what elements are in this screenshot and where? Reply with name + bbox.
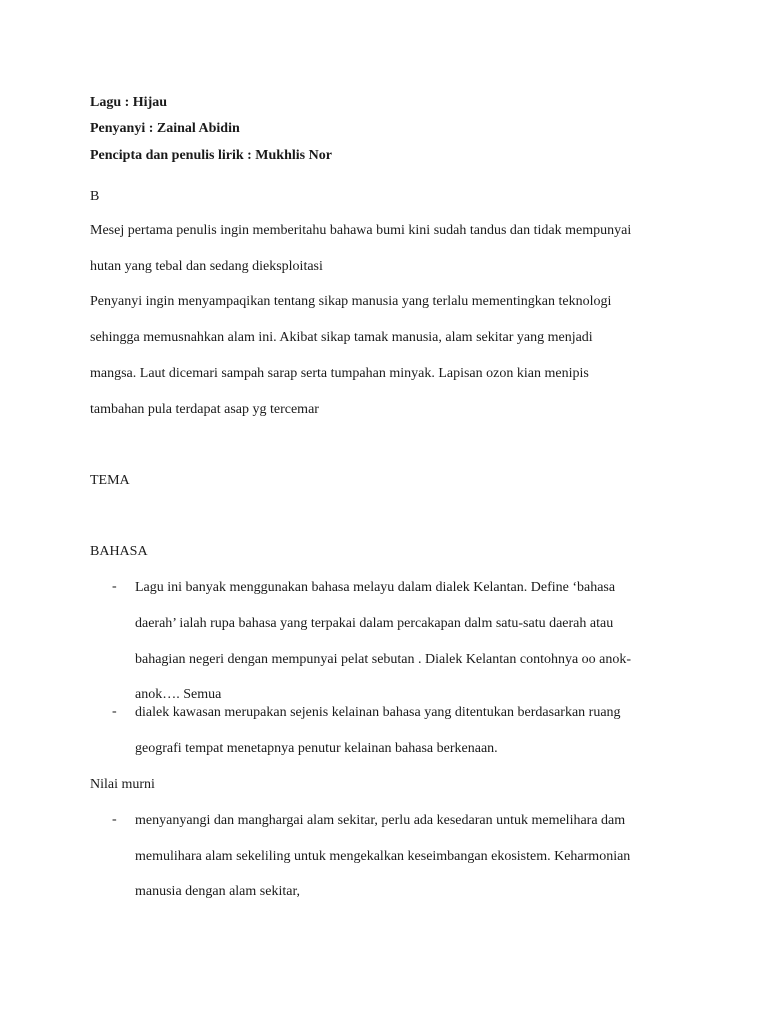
bullet-dash: -: [112, 579, 117, 594]
bullet-dash: -: [112, 704, 117, 719]
section-b-line: Penyanyi ingin menyampaqikan tentang sikap manusia yang terlalu mementingkan teknologi: [90, 294, 612, 309]
section-b-line: tambahan pula terdapat asap yg tercemar: [90, 402, 319, 417]
section-b-line: sehingga memusnahkan alam ini. Akibat sikap tamak manusia, alam sekitar yang menjadi: [90, 330, 593, 345]
nilai-item-line: memulihara alam sekeliling untuk mengekalkan keseimbangan ekosistem. Keharmonian: [135, 849, 631, 864]
section-b-line: Mesej pertama penulis ingin memberitahu bahawa bumi kini sudah tandus dan tidak mempunyai: [90, 223, 632, 238]
bahasa-item-line: dialek kawasan merupakan sejenis kelainan bahasa yang ditentukan berdasarkan ruang: [135, 705, 621, 720]
section-b-line: hutan yang tebal dan sedang dieksploitasi: [90, 259, 323, 274]
nilai-item-line: manusia dengan alam sekitar,: [135, 884, 301, 899]
tema-heading: TEMA: [90, 473, 130, 488]
bahasa-item-line: bahagian negeri dengan mempunyai pelat sebutan . Dialek Kelantan contohnya oo anok-: [135, 652, 632, 667]
bahasa-heading: BAHASA: [90, 544, 148, 559]
section-b-label: B: [90, 189, 100, 204]
bahasa-item-line: daerah’ ialah rupa bahasa yang terpakai dalam percakapan dalm satu-satu daerah atau: [135, 616, 614, 631]
bahasa-item-line: anok…. Semua: [135, 687, 222, 702]
bahasa-item-line: Lagu ini banyak menggunakan bahasa melayu dalam dialek Kelantan. Define ‘bahasa: [135, 580, 616, 595]
nilai-heading: Nilai murni: [90, 777, 155, 792]
nilai-item-line: menyanyangi dan manghargai alam sekitar, perlu ada kesedaran untuk memelihara dam: [135, 813, 626, 828]
bahasa-item-line: geografi tempat menetapnya penutur kelainan bahasa berkenaan.: [135, 741, 498, 756]
bullet-dash: -: [112, 812, 117, 827]
composer-line: Pencipta dan penulis lirik : Mukhlis Nor: [90, 148, 332, 163]
singer-line: Penyanyi : Zainal Abidin: [90, 121, 240, 136]
song-title: Lagu : Hijau: [90, 95, 168, 110]
section-b-line: mangsa. Laut dicemari sampah sarap serta tumpahan minyak. Lapisan ozon kian menipis: [90, 366, 589, 381]
